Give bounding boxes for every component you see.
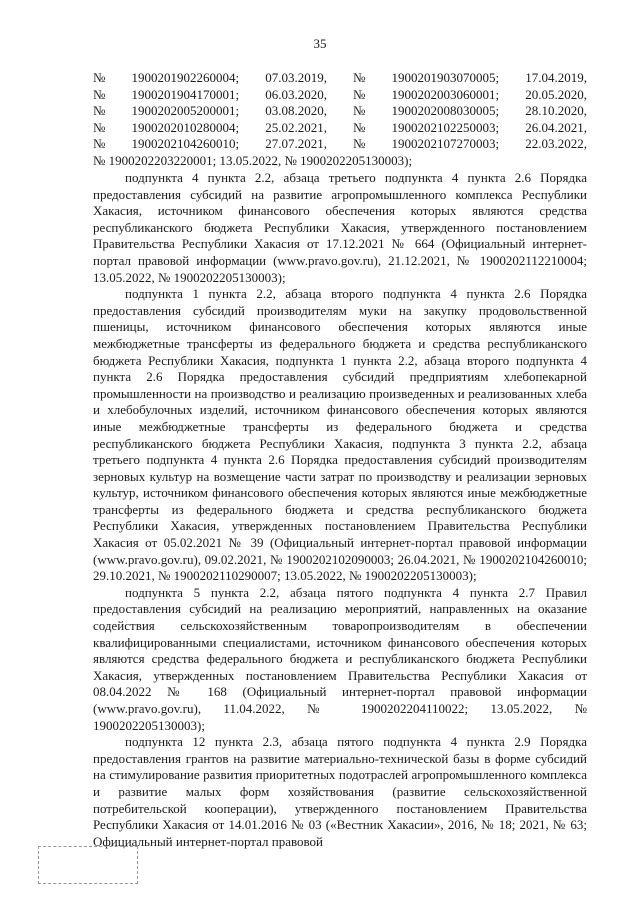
- registry-cell: №: [93, 70, 106, 85]
- registry-list: [93, 70, 587, 170]
- document-body: [93, 170, 587, 850]
- registry-cell: 1900202003060001;: [391, 86, 500, 102]
- paragraph: подпункта 12 пункта 2.3, абзаца пятого подпункта 4 пункта 2.9 Порядка предоставления грантов на развитие материально-технической базы в форме субсидий на стимулирование развития приоритетных подотраслей агропромышленного комплекса и развитие малых форм хозяйствования (развитие сельскохозяйственной потребительской кооперации), утвержденного постановлением Правительства Республики Хакасия от 14.01.2016 № 03 («Вестник Хакасии», 2016, № 18; 2021, № 63; Официальный интернет-портал правовой: [93, 734, 587, 849]
- registry-cell: 07.03.2019,: [265, 70, 327, 85]
- faded-stamp: [38, 846, 138, 884]
- registry-cell: 03.08.2020,: [265, 103, 327, 119]
- registry-cell: 1900202010280004;: [131, 119, 240, 135]
- paragraph: подпункта 4 пункта 2.2, абзаца третьего подпункта 4 пункта 2.6 Порядка предоставления субсидий на развитие агропромышленного комплекса Республики Хакасия, источником финансового обеспечения которых являются средства республиканского бюджета Республики Хакасия, утвержденного постановлением Правительства Республики Хакасия от 17.12.2021 № 664 (Официальный интернет-портал правовой информации (www.pravo.gov.ru), 21.12.2021, № 1900202112210004; 13.05.2022, № 1900202205130003);: [93, 170, 587, 285]
- registry-cell: 20.05.2020,: [525, 86, 587, 102]
- registry-cell: №: [93, 103, 106, 119]
- registry-cell: 28.10.2020,: [525, 103, 587, 119]
- registry-cell: 25.02.2021,: [265, 119, 327, 135]
- registry-cell: №: [353, 119, 366, 135]
- registry-row: [93, 120, 587, 137]
- registry-cell: №: [353, 70, 366, 85]
- page-number: 35: [313, 36, 327, 51]
- registry-cell: 26.04.2021,: [525, 119, 587, 135]
- registry-cell: №: [93, 136, 106, 152]
- paragraph: подпункта 5 пункта 2.2, абзаца пятого подпункта 4 пункта 2.7 Правил предоставления субсидий на реализацию мероприятий, направленных на оказание содействия сельскохозяйственным товаропроизводителям в обеспечении квалифицированными специалистами, источником финансового обеспечения которых являются средства федерального бюджета и республиканского бюджета Республики Хакасия, утвержденных постановлением Правительства Республики Хакасия от 08.04.2022 № 168 (Официальный интернет-портал правовой информации (www.pravo.gov.ru), 11.04.2022, № 1900202204110022; 13.05.2022, № 1900202205130003);: [93, 584, 587, 733]
- registry-cell: 1900201902260004;: [131, 70, 240, 85]
- registry-cell: №: [353, 103, 366, 119]
- registry-tail: № 1900202203220001; 13.05.2022, № 1900202205130003);: [93, 152, 413, 168]
- registry-row: [93, 87, 587, 104]
- registry-cell: 1900202104260010;: [131, 136, 240, 152]
- registry-cell: №: [93, 86, 106, 102]
- registry-cell: 1900202102250003;: [391, 119, 500, 135]
- registry-cell: 1900202008030005;: [391, 103, 500, 119]
- registry-cell: 17.04.2019,: [525, 70, 587, 85]
- registry-cell: 1900202107270003;: [391, 136, 500, 152]
- registry-cell: 27.07.2021,: [265, 136, 327, 152]
- registry-row: [93, 103, 587, 120]
- registry-cell: 1900201903070005;: [391, 70, 500, 85]
- registry-cell: 22.03.2022,: [525, 136, 587, 152]
- paragraph: подпункта 1 пункта 2.2, абзаца второго подпункта 4 пункта 2.6 Порядка предоставления субсидий производителям муки на закупку продовольственной пшеницы, источником финансового обеспечения которых являются иные межбюджетные трансферты из федерального бюджета и средства республиканского бюджета Республики Хакасия, подпункта 1 пункта 2.2, абзаца второго подпункта 4 пункта 2.6 Порядка предоставления субсидий предприятиям хлебопекарной промышленности на производство и реализацию произведенных и реализованных хлеба и хлебобулочных изделий, источником финансового обеспечения которых являются иные межбюджетные трансферты из федерального бюджета и средства республиканского бюджета Республики Хакасия, подпункта 3 пункта 2.2, абзаца третьего подпункта 4 пункта 2.6 Порядка предоставления субсидий производителям зерновых культур на возмещение части затрат по производству и реализации зерновых культур, источником финансового обеспечения которых являются иные межбюджетные трансферты из федерального бюджета и средства республиканского бюджета Республики Хакасия, утвержденных постановлением Правительства Республики Хакасия от 05.02.2021 № 39 (Официальный интернет-портал правовой информации (www.pravo.gov.ru), 09.02.2021, № 1900202102090003; 26.04.2021, № 1900202104260010; 29.10.2021, № 1900202110290007; 13.05.2022, № 1900202205130003);: [93, 286, 587, 584]
- registry-row: [93, 136, 587, 153]
- registry-cell: №: [353, 86, 366, 102]
- registry-cell: №: [93, 119, 106, 135]
- registry-cell: 06.03.2020,: [265, 86, 327, 102]
- registry-row: [93, 70, 587, 87]
- registry-cell: 1900202005200001;: [131, 103, 240, 119]
- registry-cell: 1900201904170001;: [131, 86, 240, 102]
- registry-cell: №: [353, 136, 366, 152]
